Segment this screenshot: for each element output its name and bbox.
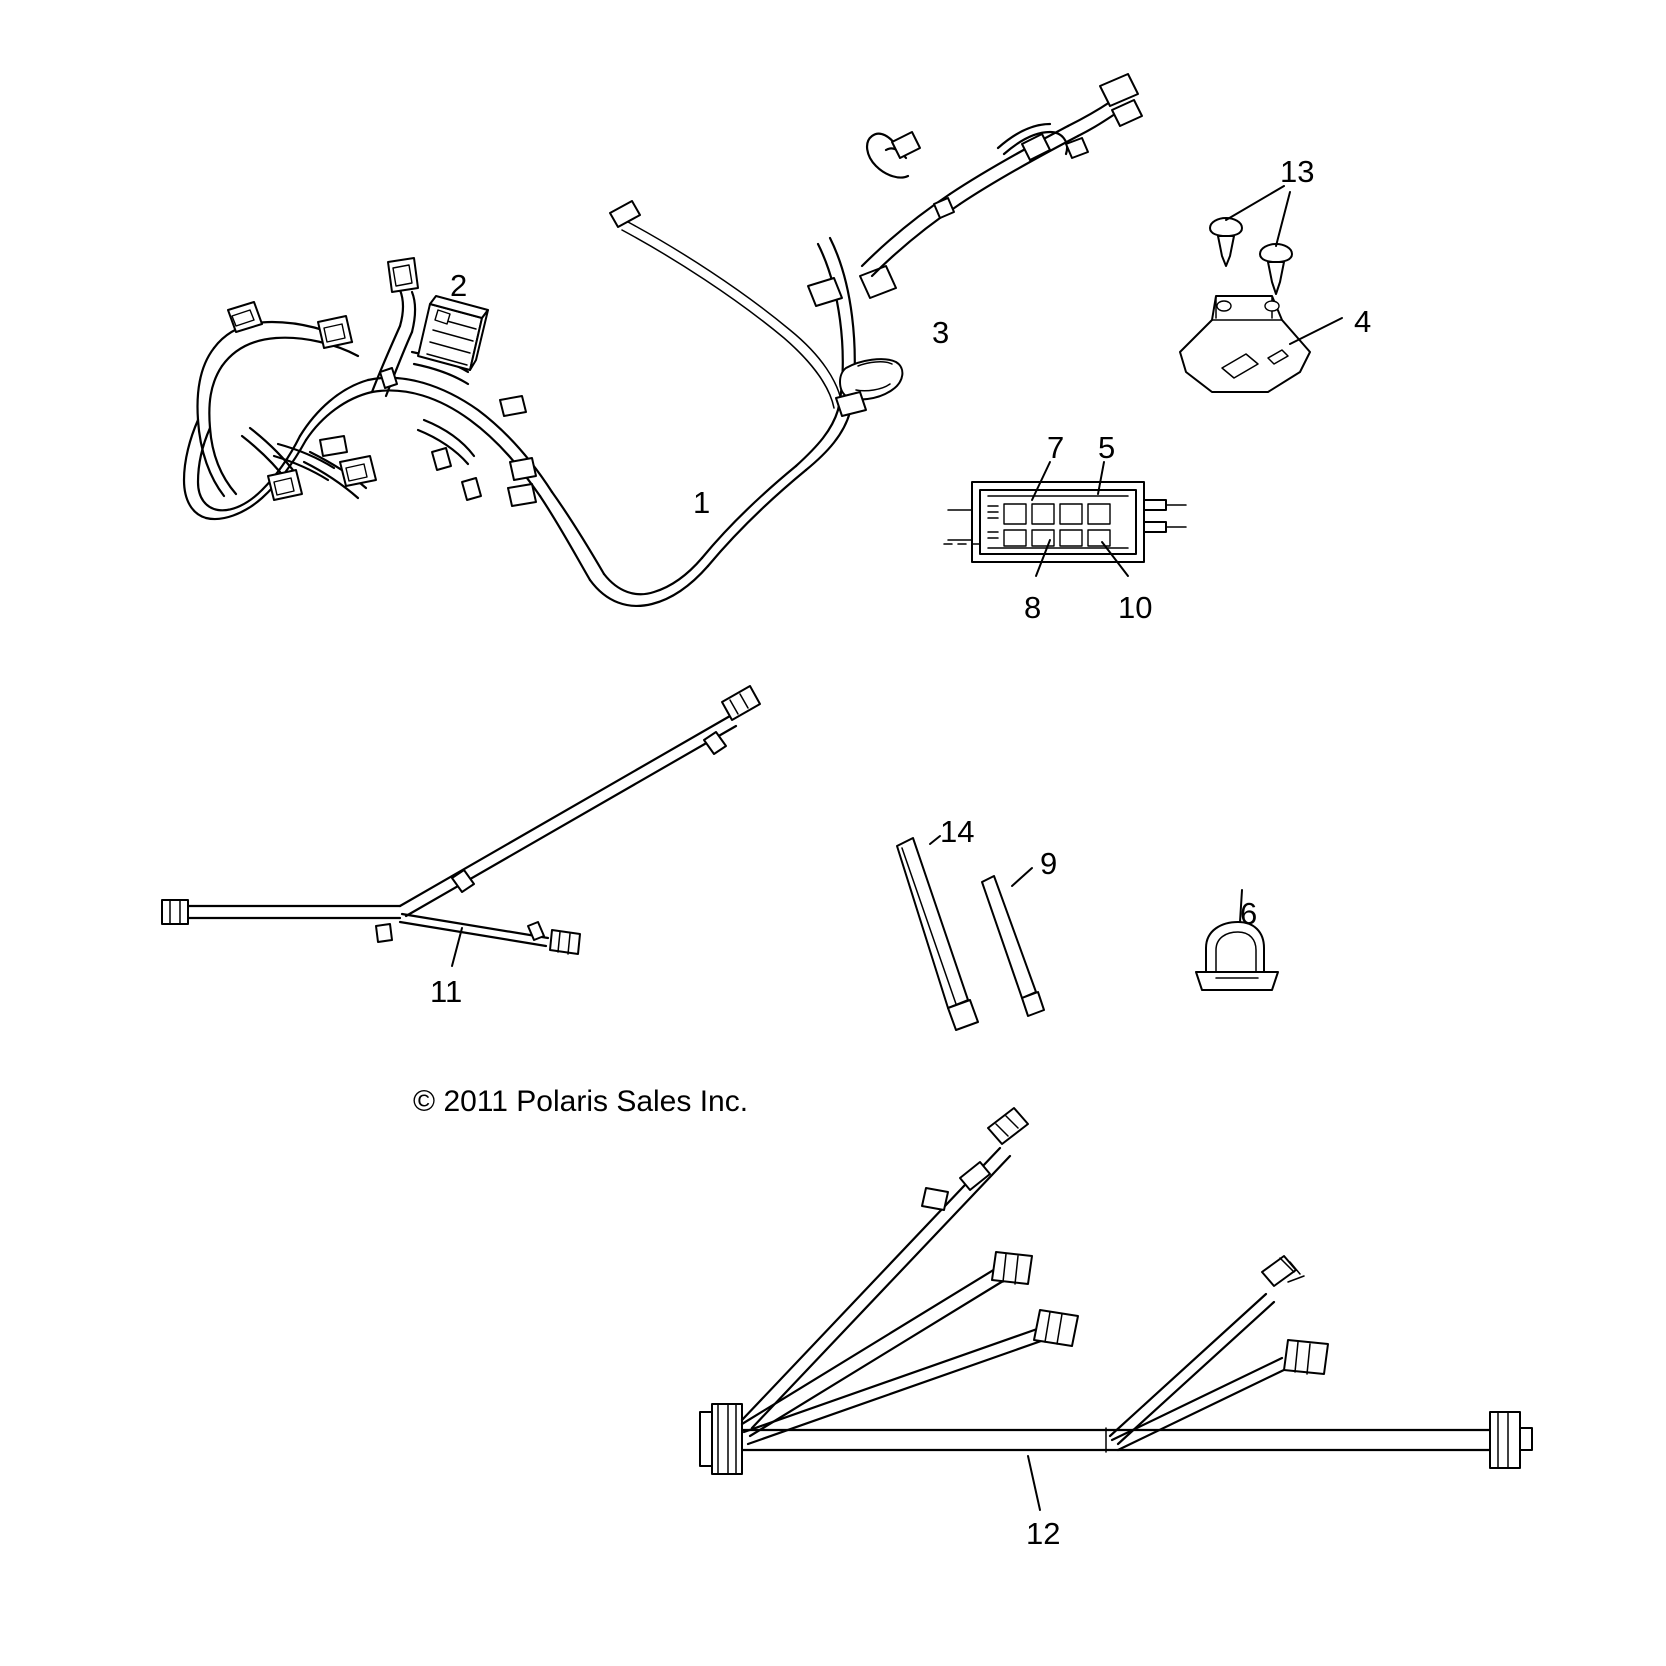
callout-9: 9 <box>1040 846 1058 881</box>
part-12-chassis-harness <box>700 1108 1532 1510</box>
part-2-control-module <box>418 296 488 370</box>
part-9-cable-tie-small <box>982 868 1044 1016</box>
copyright-notice: © 2011 Polaris Sales Inc. <box>413 1085 749 1118</box>
part-3-connector-boot <box>840 359 902 399</box>
callout-14: 14 <box>940 814 975 849</box>
harness-connectors-1 <box>228 258 536 506</box>
part-13-push-rivets <box>1210 186 1292 294</box>
callout-13: 13 <box>1280 154 1315 189</box>
part-4-bracket <box>1180 296 1342 392</box>
callout-4: 4 <box>1354 304 1372 339</box>
callout-10: 10 <box>1118 590 1153 625</box>
callout-8: 8 <box>1024 590 1042 625</box>
callout-2: 2 <box>450 268 468 303</box>
parts-5-7-8-10-fuse-block <box>944 462 1186 576</box>
part-11-accessory-harness <box>162 686 760 966</box>
part-6-cable-clamp <box>1196 890 1278 990</box>
callout-11: 11 <box>430 974 463 1009</box>
callout-3: 3 <box>932 315 950 350</box>
callout-12: 12 <box>1026 1516 1061 1551</box>
callout-5: 5 <box>1098 430 1116 465</box>
callout-1: 1 <box>693 485 711 520</box>
part-14-cable-tie-large <box>897 836 978 1030</box>
callout-6: 6 <box>1240 896 1258 931</box>
callout-7: 7 <box>1047 430 1065 465</box>
